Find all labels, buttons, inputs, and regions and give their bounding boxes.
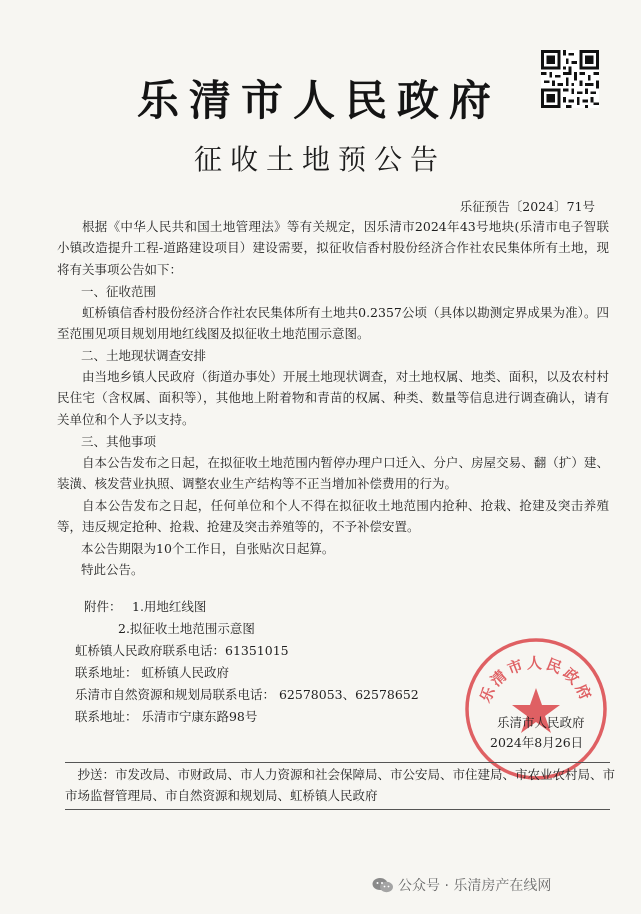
divider-bottom [65, 809, 610, 810]
watermark-text: 公众号 · 乐清房产在线网 [398, 878, 552, 894]
contact-phone-1: 虹桥镇人民政府联系电话：61351015 [75, 643, 289, 658]
wechat-icon [372, 877, 394, 893]
attachment-2: 2.拟征收土地范围示意图 [118, 621, 255, 636]
contact-address-1: 联系地址： 虹桥镇人民政府 [75, 665, 229, 680]
seal-text: 乐清市人民政府 [476, 654, 596, 706]
qr-code [541, 50, 599, 108]
signature-date: 2024年8月26日 [490, 735, 584, 750]
intro-paragraph: 根据《中华人民共和国土地管理法》等有关规定，因乐清市2024年43号地块(乐清市电子智联小镇改造提升工程-道路建设项目）建设需要，拟征收信香村股份经济合作社农民集体所有土地，现将有关事项公告如下： [57, 219, 609, 277]
issuing-agency: 乐清市人民政府 [136, 76, 501, 125]
divider-top [65, 762, 610, 763]
cc-list: 抄送：市发改局、市财政局、市人力资源和社会保障局、市公安局、市住建局、市农业农村局、市市场监督管理局、市自然资源和规划局、虹桥镇人民政府 [65, 767, 616, 804]
section-2-title: 二、土地现状调查安排 [81, 348, 207, 363]
section-3-title: 三、其他事项 [81, 434, 157, 449]
attachments-label: 附件： [84, 599, 122, 614]
contact-address-2: 联系地址： 乐清市宁康东路98号 [75, 709, 258, 724]
signature-organization: 乐清市人民政府 [497, 715, 585, 730]
section-3-text-1: 自本公告发布之日起，在拟征收土地范围内暂停办理户口迁入、分户、房屋交易、翻（扩）建、装潢、核发营业执照、调整农业生产结构等不正当增加补偿费用的行为。 [57, 455, 609, 492]
contact-phone-2: 乐清市自然资源和规划局联系电话： 62578053、62578652 [75, 687, 419, 702]
official-seal [463, 636, 609, 782]
attachment-1: 1.用地红线图 [132, 599, 207, 614]
section-2-text: 由当地乡镇人民政府（街道办事处）开展土地现状调查，对土地权属、地类、面积，以及农村村民住宅（含权属、面积等），其他地上附着物和青苗的权属、种类、数量等信息进行调查确认，请有关单位和个人予以支持。 [57, 369, 609, 427]
document-title: 征收土地预公告 [193, 143, 446, 176]
section-1-title: 一、征收范围 [81, 284, 157, 299]
watermark [372, 875, 551, 895]
section-3-text-2: 自本公告发布之日起，任何单位和个人不得在拟征收土地范围内抢种、抢栽、抢建及突击养殖等，违反规定抢种、抢栽、抢建及突击养殖等的，不予补偿安置。 [57, 498, 609, 535]
document-number: 乐征预告〔2024〕71号 [459, 199, 595, 214]
closing-text: 特此公告。 [81, 562, 144, 577]
section-1-text: 虹桥镇信香村股份经济合作社农民集体所有土地共0.2357公顷（具体以勘测定界成果为准）。四至范围见项目规划用地红线图及拟征收土地范围示意图。 [57, 305, 609, 342]
notice-period: 本公告期限为10个工作日，自张贴次日起算。 [81, 541, 335, 556]
